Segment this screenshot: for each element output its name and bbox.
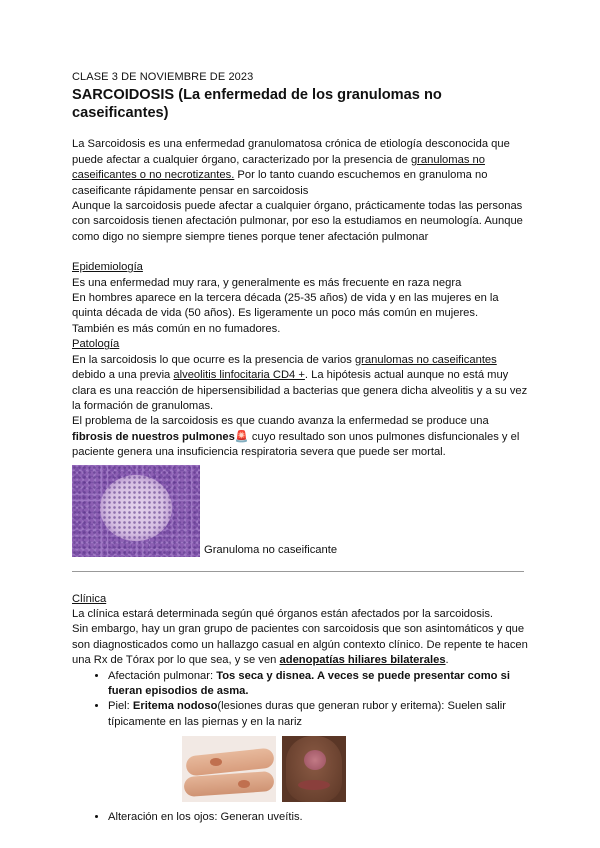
pathology-text: debido a una previa [72,369,174,382]
list-item-label: Afectación pulmonar: [108,669,217,682]
epidemiology-line: En hombres aparece en la tercera década (25-35 años) de vida y en las mujeres en la quinta década de vida (50 años). Es ligeramente un poco más común en mujeres. [72,292,499,320]
class-date: CLASE 3 DE NOVIEMBRE DE 2023 [72,71,254,83]
list-item-bold: Eritema nodoso [132,700,218,713]
pathology-text: cuyo resultado son unos pulmones disfuncionales y el paciente genera una insuficiencia respiratoria severa que puede ser mortal. [72,430,520,459]
list-item-label: Alteración en los ojos: Generan uveítis. [108,811,303,824]
clinical-heading: Clínica [72,592,107,605]
pathology-paragraph-1 [72,353,532,415]
clinical-paragraph-1: La clínica estará determinada según qué órganos están afectados por la sarcoidosis. [72,607,494,620]
clinical-list-cont [72,810,532,825]
epidemiology-section [72,260,532,337]
list-item [108,699,532,730]
erythema-nodosum-photos [182,736,532,802]
document-page [72,70,532,826]
pathology-underline-2: alveolitis linfocitaria CD4 + [173,369,305,382]
list-item-label: Piel: [108,700,133,713]
epidemiology-line: También es más común en no fumadores. [72,322,281,335]
granuloma-histology-image [72,465,200,557]
intro-paragraph-1 [72,137,532,199]
granuloma-caption: Granuloma no caseificante [204,544,338,557]
pathology-text: En la sarcoidosis lo que ocurre es la presencia de varios [72,353,355,366]
epidemiology-line: Es una enfermedad muy rara, y generalmente es más frecuente en raza negra [72,276,462,289]
list-item-bold: Tos seca y disnea. A veces se puede presentar como si fueran episodios de asma. [108,669,510,697]
pathology-heading: Patología [72,338,120,351]
clinical-list [72,669,532,731]
list-item-text: (lesiones duras que generan rubor y eritema): Suelen salir típicamente en las piernas y en la nariz [108,700,506,728]
pathology-section [72,337,532,556]
list-item [108,810,532,825]
granuloma-figure [72,465,532,557]
nose-photo [282,736,346,802]
clinical-bold: adenopatías hiliares bilaterales [279,654,446,667]
intro-highlight: granulomas no caseificantes o no necrotizantes. [72,153,485,182]
intro-text-cont: Por lo tanto cuando escuchemos en granuloma no caseificante rápidamente pensar en sarcoidosis [72,169,488,197]
epidemiology-heading: Epidemiología [72,261,143,274]
clinical-text-end: . [445,654,449,667]
legs-photo [182,736,276,802]
pathology-paragraph-2 [72,414,532,460]
siren-icon: 🚨 [234,430,249,443]
intro-section [72,137,532,245]
clinical-text: Sin embargo, hay un gran grupo de pacientes con sarcoidosis que son asintomáticos y que son diagnosticados como un hallazgo casual en algún contexto clínico. De repente te hacen una Rx de Tórax por lo que sea, y se ven [72,623,528,667]
intro-paragraph-2: Aunque la sarcoidosis puede afectar a cualquier órgano, prácticamente todas las personas con sarcoidosis tienen afectación pulmonar, por eso la estudiamos en neumología. Aunque como digo no siempre siempre tienes porque tener afectación pulmonar [72,200,523,243]
pathology-text: El problema de la sarcoidosis es que cuando avanza la enfermedad se produce una [72,415,489,428]
section-divider [72,571,524,572]
clinical-section [72,592,532,826]
pathology-bold: fibrosis de nuestros pulmones [72,430,235,443]
pathology-text: . La hipótesis actual aunque no está muy clara es una reacción de hipersensibilidad a bacterias que genera dicha alveolitis y a su vez la formación de granulomas. [72,369,528,412]
intro-text: La Sarcoidosis es una enfermedad granulomatosa crónica de etiología desconocida que puede afectar a cualquier órgano, caracterizado por la presencia de [72,138,510,166]
clinical-paragraph-2 [72,622,532,668]
list-item [108,669,532,700]
document-title: SARCOIDOSIS (La enfermedad de los granulomas no caseificantes) [72,87,442,122]
pathology-underline-1: granulomas no caseificantes [354,353,497,366]
